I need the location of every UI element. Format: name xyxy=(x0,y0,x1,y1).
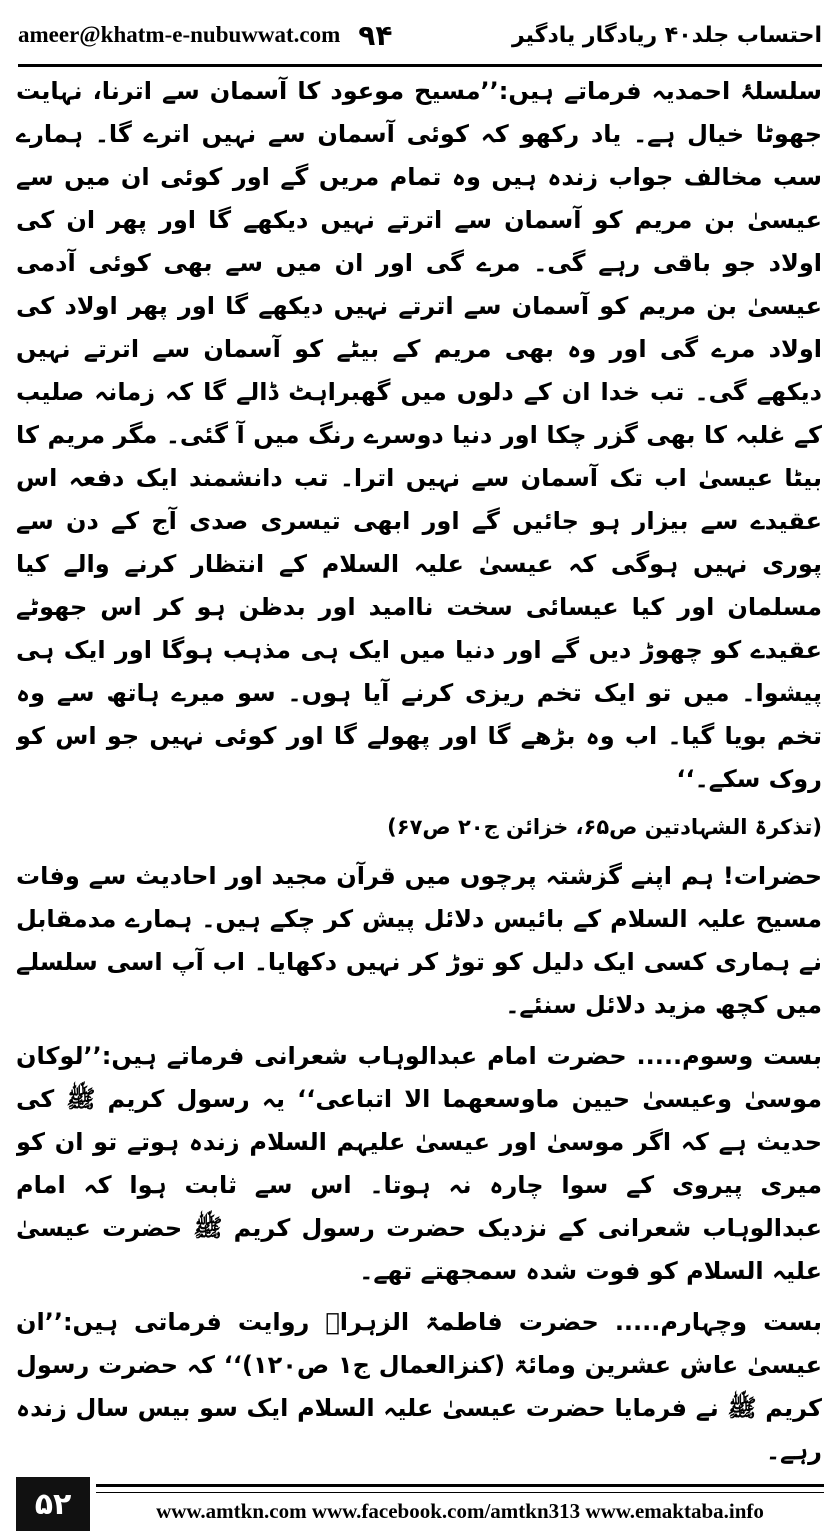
header-email: ameer@khatm-e-nubuwwat.com xyxy=(18,22,341,47)
footer-divider xyxy=(96,1484,824,1493)
footer-urls: www.amtkn.com www.facebook.com/amtkn313 www.emaktaba.info xyxy=(156,1499,764,1523)
footer-right xyxy=(96,1484,824,1524)
header-page-number: ۹۴ xyxy=(358,18,393,52)
page-body xyxy=(16,70,822,1470)
footer-page-number: ۵۲ xyxy=(16,1477,90,1531)
intro-paragraph: حضرات! ہم اپنے گزشتہ پرچوں میں قرآن مجید اور احادیث سے وفات مسیح علیہ السلام کے بائیس دلائل پیش کر چکے ہیں۔ ہمارے مدمقابل نے ہماری کسی ایک دلیل کو توڑ کر نہیں دکھایا۔ اب آپ اسی سلسلے میں کچھ مزید دلائل سنئے۔ xyxy=(16,862,822,1019)
quote-paragraph: سلسلۂ احمدیہ فرماتے ہیں:’’مسیح موعود کا آسمان سے اترنا، نہایت جھوٹا خیال ہے۔ یاد رکھو کہ کوئی آسمان سے نہیں اترے گا۔ ہمارے سب مخالف جواب زندہ ہیں وہ تمام مریں گے اور کوئی ان میں سے عیسیٰ بن مریم کو آسمان سے اترتے نہیں دیکھے گا اور پھر ان کی اولاد جو باقی رہے گی۔ مرے گی اور ان میں سے بھی کوئی آدمی عیسیٰ بن مریم کو آسمان سے اترتے نہیں دیکھے گا اور پھر اولاد کی اولاد مرے گی اور وہ بھی مریم کے بیٹے کو آسمان سے اترتے نہیں دیکھے گی۔ تب خدا ان کے دلوں میں گھبراہٹ ڈالے گا کہ زمانہ صلیب کے غلبہ کا بھی گزر چکا اور دنیا دوسرے رنگ میں آ گئی۔ مگر مریم کا بیٹا عیسیٰ اب تک آسمان سے نہیں اترا۔ تب دانشمند ایک دفعہ اس عقیدے سے بیزار ہو جائیں گے اور ابھی تیسری صدی آج کے دن سے پوری نہیں ہوگی کہ عیسیٰ علیہ السلام کے انتظار کرنے والے کیا مسلمان اور کیا عیسائی سخت ناامید اور بدظن ہو کر اس جھوٹے عقیدے کو چھوڑ دیں گے اور دنیا میں ایک ہی مذہب ہوگا اور ایک ہی پیشوا۔ میں تو ایک تخم ریزی کرنے آیا ہوں۔ سو میرے ہاتھ سے وہ تخم بویا گیا۔ اب وہ بڑھے گا اور پھولے گا اور کوئی نہیں جو اس کو روک سکے۔‘‘ xyxy=(16,77,822,793)
page-footer xyxy=(16,1474,824,1534)
citation: (تذکرۃ الشہادتین ص۶۵، خزائن ج۲۰ ص۶۷) xyxy=(387,815,822,839)
argument-23: بست وسوم..... حضرت امام عبدالوہاب شعرانی فرماتے ہیں:’’لوکان موسیٰ وعیسیٰ حیین ماوسعھما الا اتباعی‘‘ یہ رسول کریم ﷺ کی حدیث ہے کہ اگر موسیٰ اور عیسیٰ علیہم السلام زندہ ہوتے تو ان کو میری پیروی کے سوا چارہ نہ ہوتا۔ اس سے ثابت ہوا کہ امام عبدالوہاب شعرانی کے نزدیک حضرت رسول کریم ﷺ حضرت عیسیٰ علیہ السلام کو فوت شدہ سمجھتے تھے۔ xyxy=(16,1042,822,1285)
argument-24: بست وچہارم..... حضرت فاطمۃ الزہراؓ روایت فرماتی ہیں:’’ان عیسیٰ عاش عشرین ومائۃ (کنزالعمال ج۱ ص۱۲۰)‘‘ کہ حضرت رسول کریم ﷺ نے فرمایا حضرت عیسیٰ علیہ السلام ایک سو بیس سال زندہ رہے۔ xyxy=(16,1308,822,1465)
page-header xyxy=(18,6,822,67)
header-left xyxy=(18,19,392,52)
header-book-title: احتساب جلد۴۰ ریادگار یادگیر xyxy=(512,22,822,48)
